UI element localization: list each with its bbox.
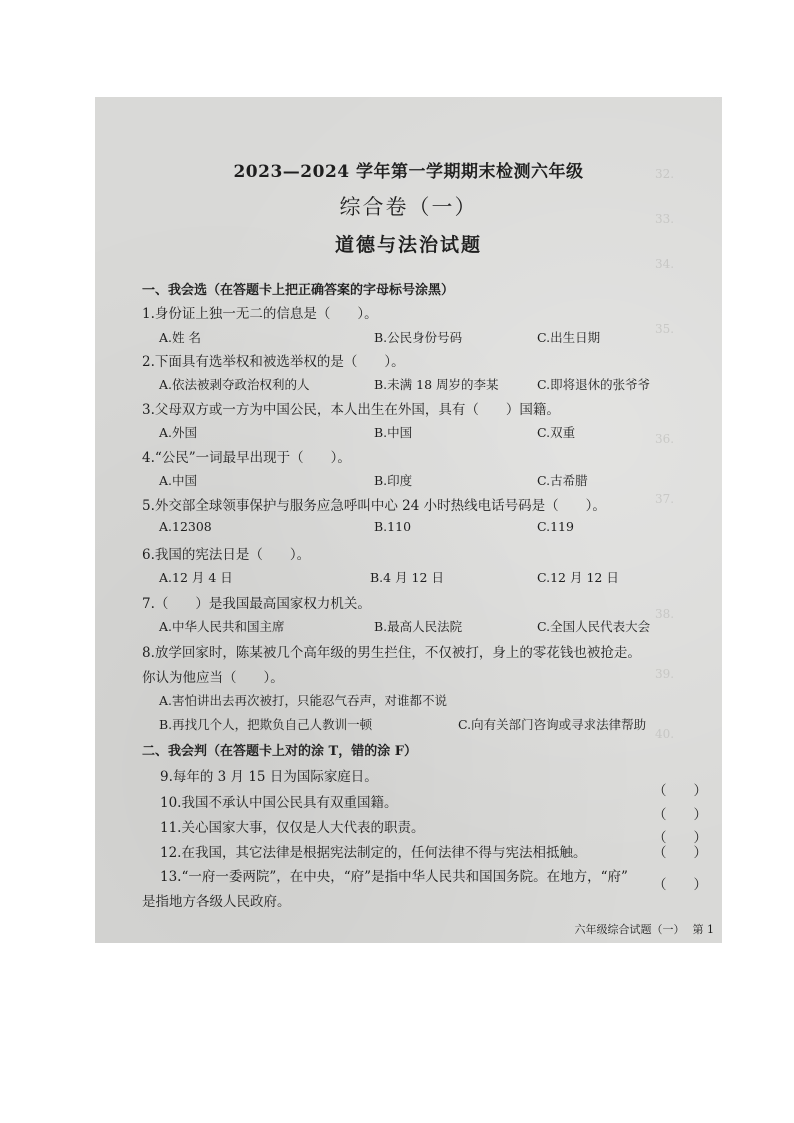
section1-heading: 一、我会选（在答题卡上把正确答案的字母标号涂黑） [142,283,455,298]
q5-option-a: A.12308 [159,519,212,534]
q1-option-c: C.出生日期 [537,330,601,345]
answer-paren: （ ） [653,830,707,846]
subject-title: 道德与法治试题 [334,234,482,256]
question-6: 6.我国的宪法日是（ ）。 [142,547,311,563]
q6-option-b: B.4 月 12 日 [370,570,444,585]
question-3: 3.父母双方或一方为中国公民，本人出生在外国，具有（ ）国籍。 [142,402,560,418]
question-1: 1.身份证上独一无二的信息是（ ）。 [142,306,378,322]
question-7: 7.（ ）是我国最高国家权力机关。 [142,596,371,612]
q1-option-b: B.公民身份号码 [374,330,463,345]
bleed-through-text: 37. [655,492,675,506]
q1-option-a: A.姓 名 [159,330,201,345]
q4-option-c: C.古希腊 [537,473,588,488]
question-2: 2.下面具有选举权和被选举权的是（ ）。 [142,354,405,370]
judgement-item-10: 10.我国不承认中国公民具有双重国籍。 [160,795,398,811]
bleed-through-text: 33. [655,212,675,226]
bleed-through-text: 35. [655,322,675,336]
q6-option-c: C.12 月 12 日 [537,570,619,585]
bleed-through-text: 36. [655,432,675,446]
question-5: 5.外交部全球领事保护与服务应急呼叫中心 24 小时热线电话号码是（ ）。 [142,498,606,514]
q3-option-c: C.双重 [537,425,576,440]
page-number: 第 1 [692,923,714,936]
q7-option-b: B.最高人民法院 [374,619,463,634]
q5-option-c: C.119 [537,519,574,534]
judgement-item-11: 11.关心国家大事，仅仅是人大代表的职责。 [160,820,425,836]
answer-paren: （ ） [653,877,707,893]
question-8-line2: 你认为他应当（ ）。 [142,670,284,686]
exam-title: 2023—2024 学年第一学期期末检测六年级 [233,162,584,182]
section2-heading: 二、我会判（在答题卡上对的涂 T，错的涂 F） [142,744,417,759]
judgement-item-13: 13.“一府一委两院”，在中央，“府”是指中华人民共和国国务院。在地方，“府” [160,869,628,885]
q6-option-a: A.12 月 4 日 [159,570,233,585]
q7-option-a: A.中华人民共和国主席 [159,619,285,634]
judgement-item-12: 12.在我国，其它法律是根据宪法制定的，任何法律不得与宪法相抵触。 [160,845,587,861]
exam-paper-photo [95,97,722,943]
question-4: 4.“公民”一词最早出现于（ ）。 [142,450,351,466]
judgement-item-9: 9.每年的 3 月 15 日为国际家庭日。 [160,769,378,785]
q2-option-a: A.依法被剥夺政治权利的人 [159,377,310,392]
q7-option-c: C.全国人民代表大会 [537,619,651,634]
q8-option-c: C.向有关部门咨询或寻求法律帮助 [458,717,647,732]
question-8-line1: 8.放学回家时，陈某被几个高年级的男生拦住，不仅被打，身上的零花钱也被抢走。 [142,645,641,661]
footer-label: 六年级综合试题（一） [574,923,685,936]
judgement-item-13-continued: 是指地方各级人民政府。 [142,894,291,910]
q4-option-a: A.中国 [159,473,198,488]
bleed-through-text: 32. [655,167,675,181]
q8-option-a: A.害怕讲出去再次被打，只能忍气吞声，对谁都不说 [159,693,448,708]
bleed-through-text: 40. [655,727,675,741]
q2-option-c: C.即将退休的张爷爷 [537,377,651,392]
q3-option-a: A.外国 [159,425,198,440]
q8-option-b: B.再找几个人，把欺负自己人教训一顿 [159,717,373,732]
q3-option-b: B.中国 [374,425,413,440]
bleed-through-text: 34. [655,257,675,271]
answer-paren: （ ） [653,807,707,823]
bleed-through-text: 39. [655,667,675,681]
answer-paren: （ ） [653,783,707,799]
q2-option-b: B.未满 18 周岁的李某 [374,377,499,392]
q4-option-b: B.印度 [374,473,413,488]
page-footer [567,921,715,937]
bleed-through-text: 38. [655,607,675,621]
q5-option-b: B.110 [374,519,412,534]
exam-subtitle: 综合卷（一） [339,195,478,219]
answer-paren: （ ） [653,845,707,861]
